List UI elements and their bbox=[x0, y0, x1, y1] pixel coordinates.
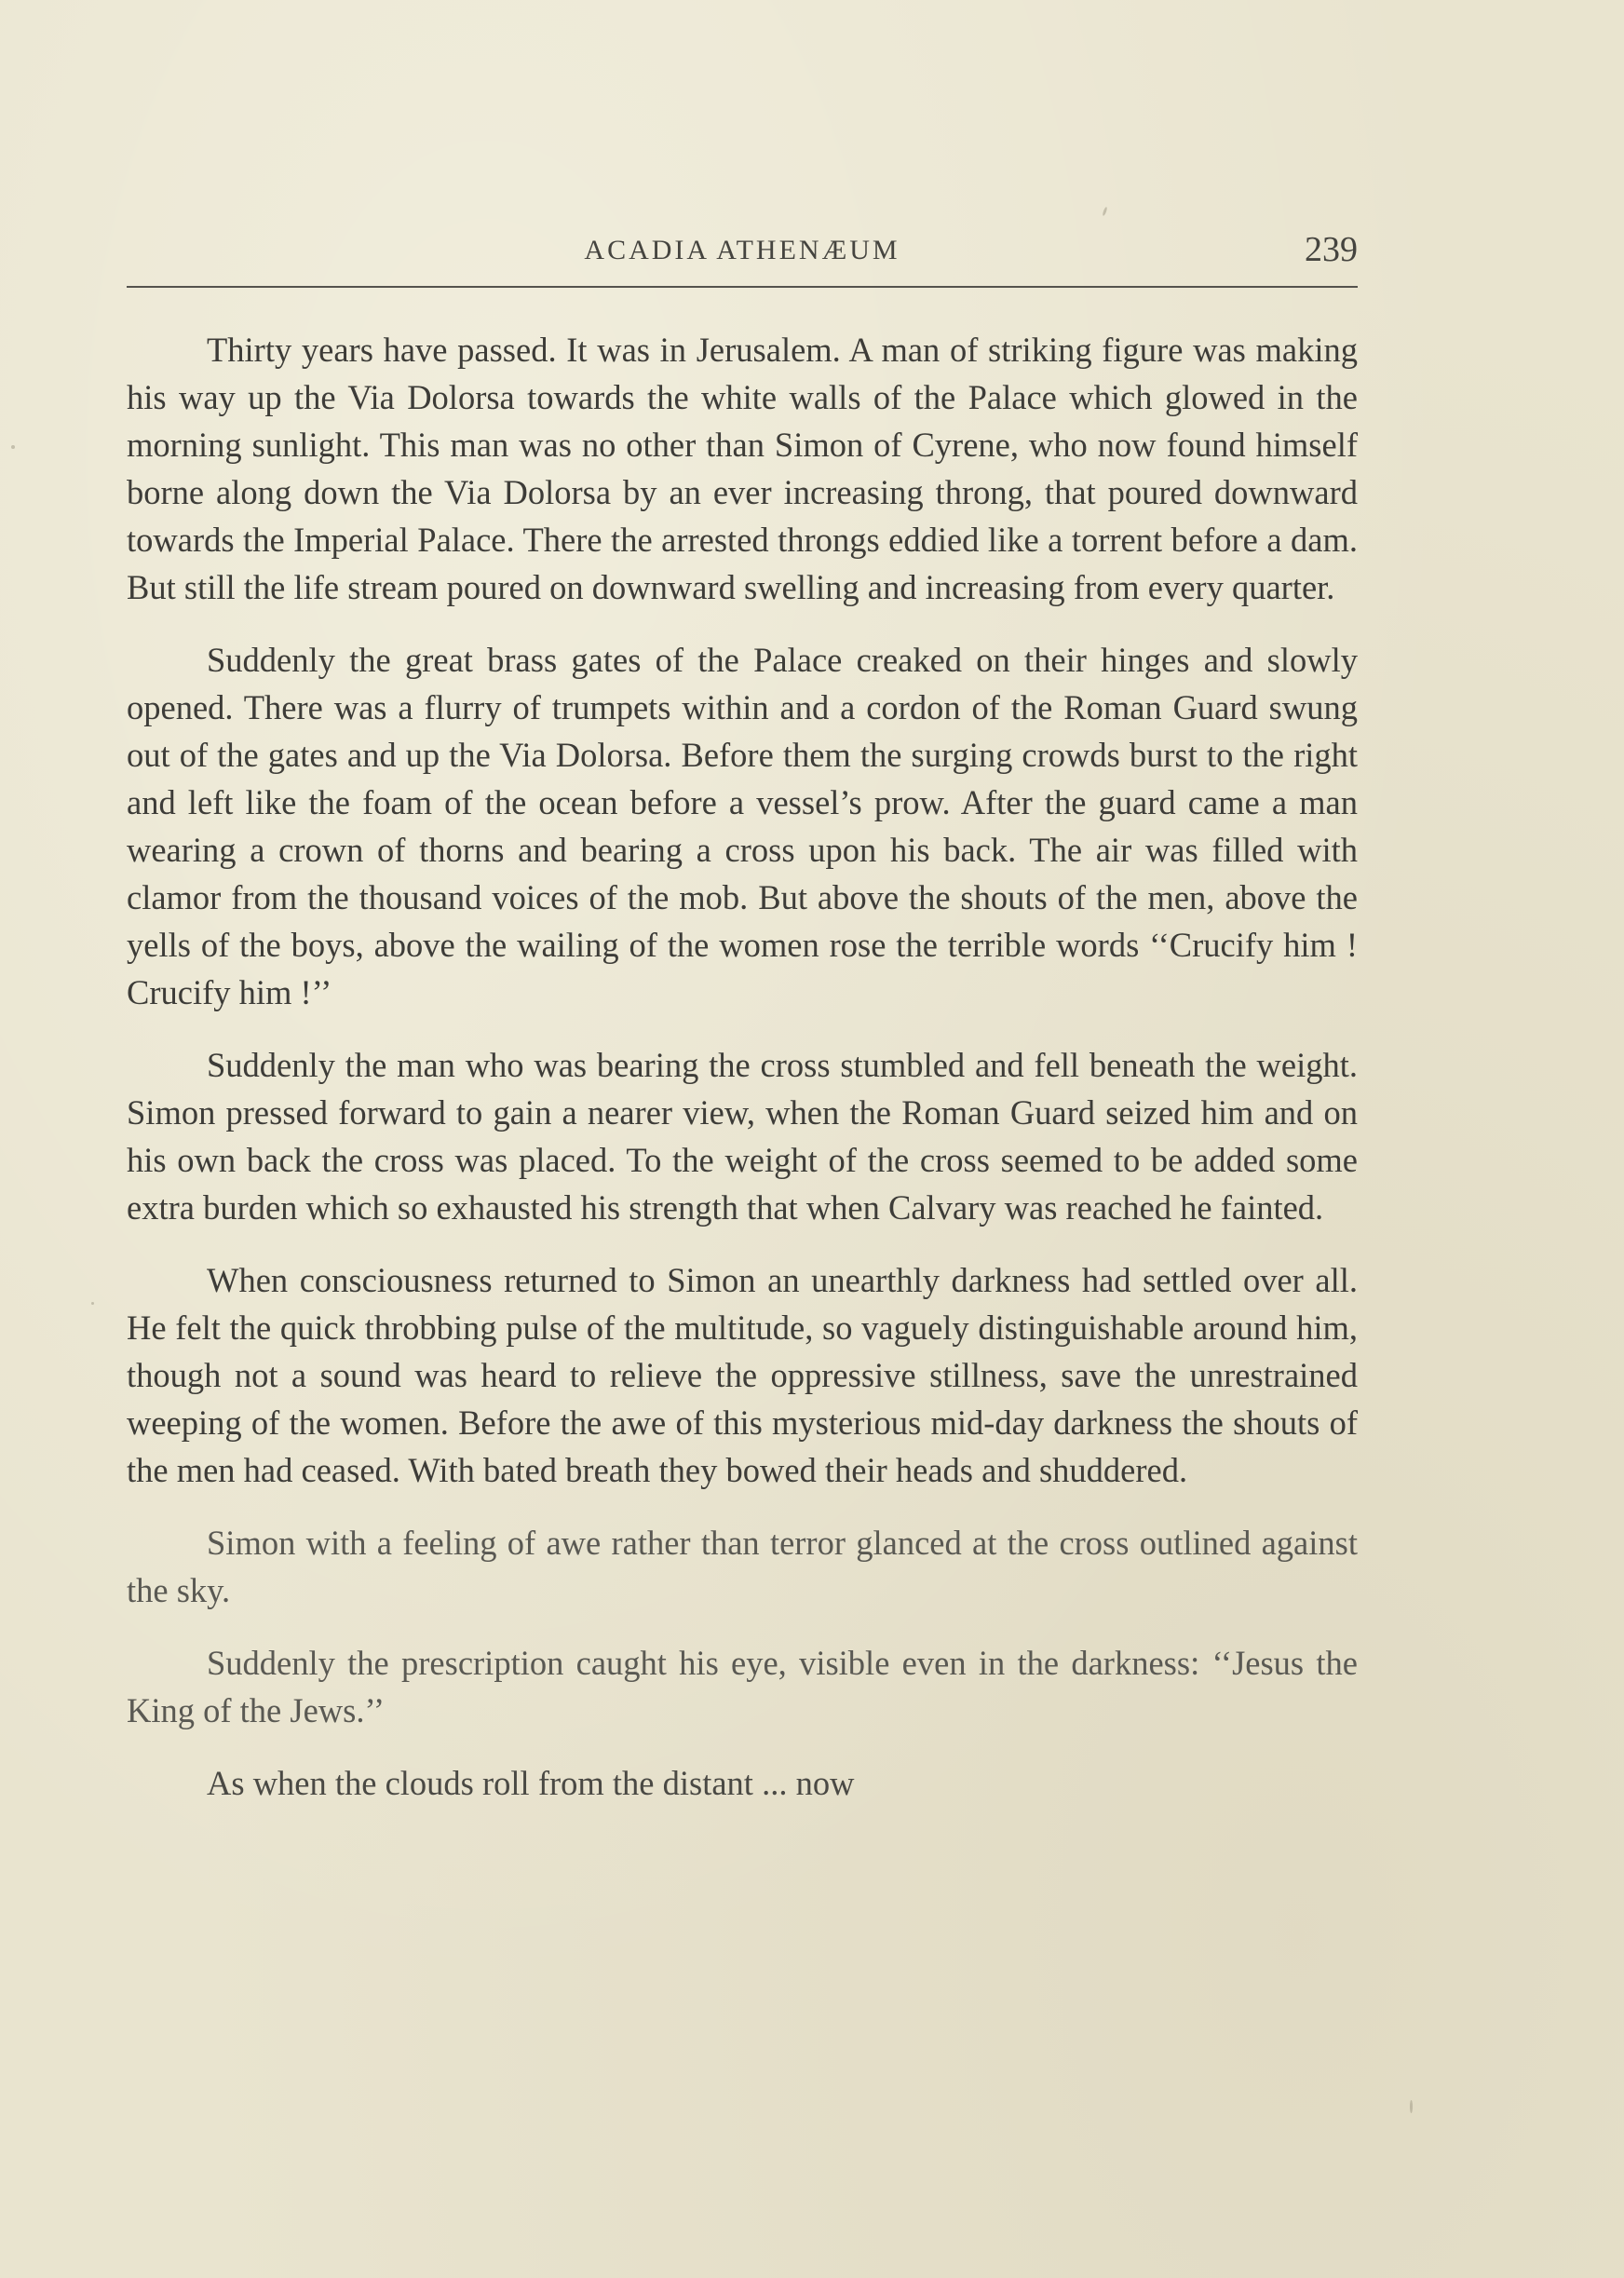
paper-speck bbox=[1102, 207, 1107, 216]
page-number: 239 bbox=[1305, 230, 1358, 269]
paragraph-4: When consciousness returned to Simon an unearthly darkness had settled over all. He felt the quick throbbing pulse of the multitude, so vaguely distinguishable around him, though not a sound was heard to relieve the oppressive stillness, save the unrestrained weeping of the women. Before the awe of this mysterious mid-day darkness the shouts of the men had ceased. With bated breath they bowed their heads and shuddered. bbox=[127, 1261, 1358, 1489]
paper-speck bbox=[11, 445, 15, 449]
running-head bbox=[127, 230, 1358, 291]
paragraph-5: Simon with a feeling of awe rather than terror glanced at the cross outlined against the sky. bbox=[127, 1524, 1358, 1609]
article-body bbox=[127, 326, 1358, 1832]
paragraph-3: Suddenly the man who was bearing the cross stumbled and fell beneath the weight. Simon pressed forward to gain a nearer view, when the Roman Guard seized him and on his own back the cross was placed. To the weight of the cross seemed to be added some extra burden which so exhausted his strength that when Calvary was reached he fainted. bbox=[127, 1046, 1358, 1227]
paper-speck bbox=[91, 1302, 94, 1305]
paragraph-2: Suddenly the great brass gates of the Palace creaked on their hinges and slowly opened. There was a flurry of trumpets within and a cordon of the Roman Guard swung out of the gates and up the Via Dolorsa. Before them the surging crowds burst to the right and left like the foam of the ocean before a vessel’s prow. After the guard came a man wearing a crown of thorns and bearing a cross upon his back. The air was filled with clamor from the thousand voices of the mob. But above the shouts of the men, above the yells of the boys, above the wailing of the women rose the terrible words ‘‘Crucify him ! Crucify him !’’ bbox=[127, 641, 1358, 1011]
paragraph-7: As when the clouds roll from the distant ... now bbox=[207, 1764, 855, 1802]
paragraph-6: Suddenly the prescription caught his eye, visible even in the darkness: ‘‘Jesus the King of the Jews.’’ bbox=[127, 1644, 1358, 1729]
paragraph-1: Thirty years have passed. It was in Jerusalem. A man of striking figure was making his way up the Via Dolorsa towards the white walls of the Palace which glowed in the morning sunlight. This man was no other than Simon of Cyrene, who now found himself borne along down the Via Dolorsa by an ever increasing throng, that poured downward towards the Imperial Palace. There the arrested throngs eddied like a torrent before a dam. But still the life stream poured on downward swelling and increasing from every quarter. bbox=[127, 331, 1358, 606]
header-rule bbox=[127, 286, 1358, 288]
running-head-title: ACADIA ATHENÆUM bbox=[584, 235, 900, 265]
paper-speck bbox=[1410, 2100, 1413, 2113]
